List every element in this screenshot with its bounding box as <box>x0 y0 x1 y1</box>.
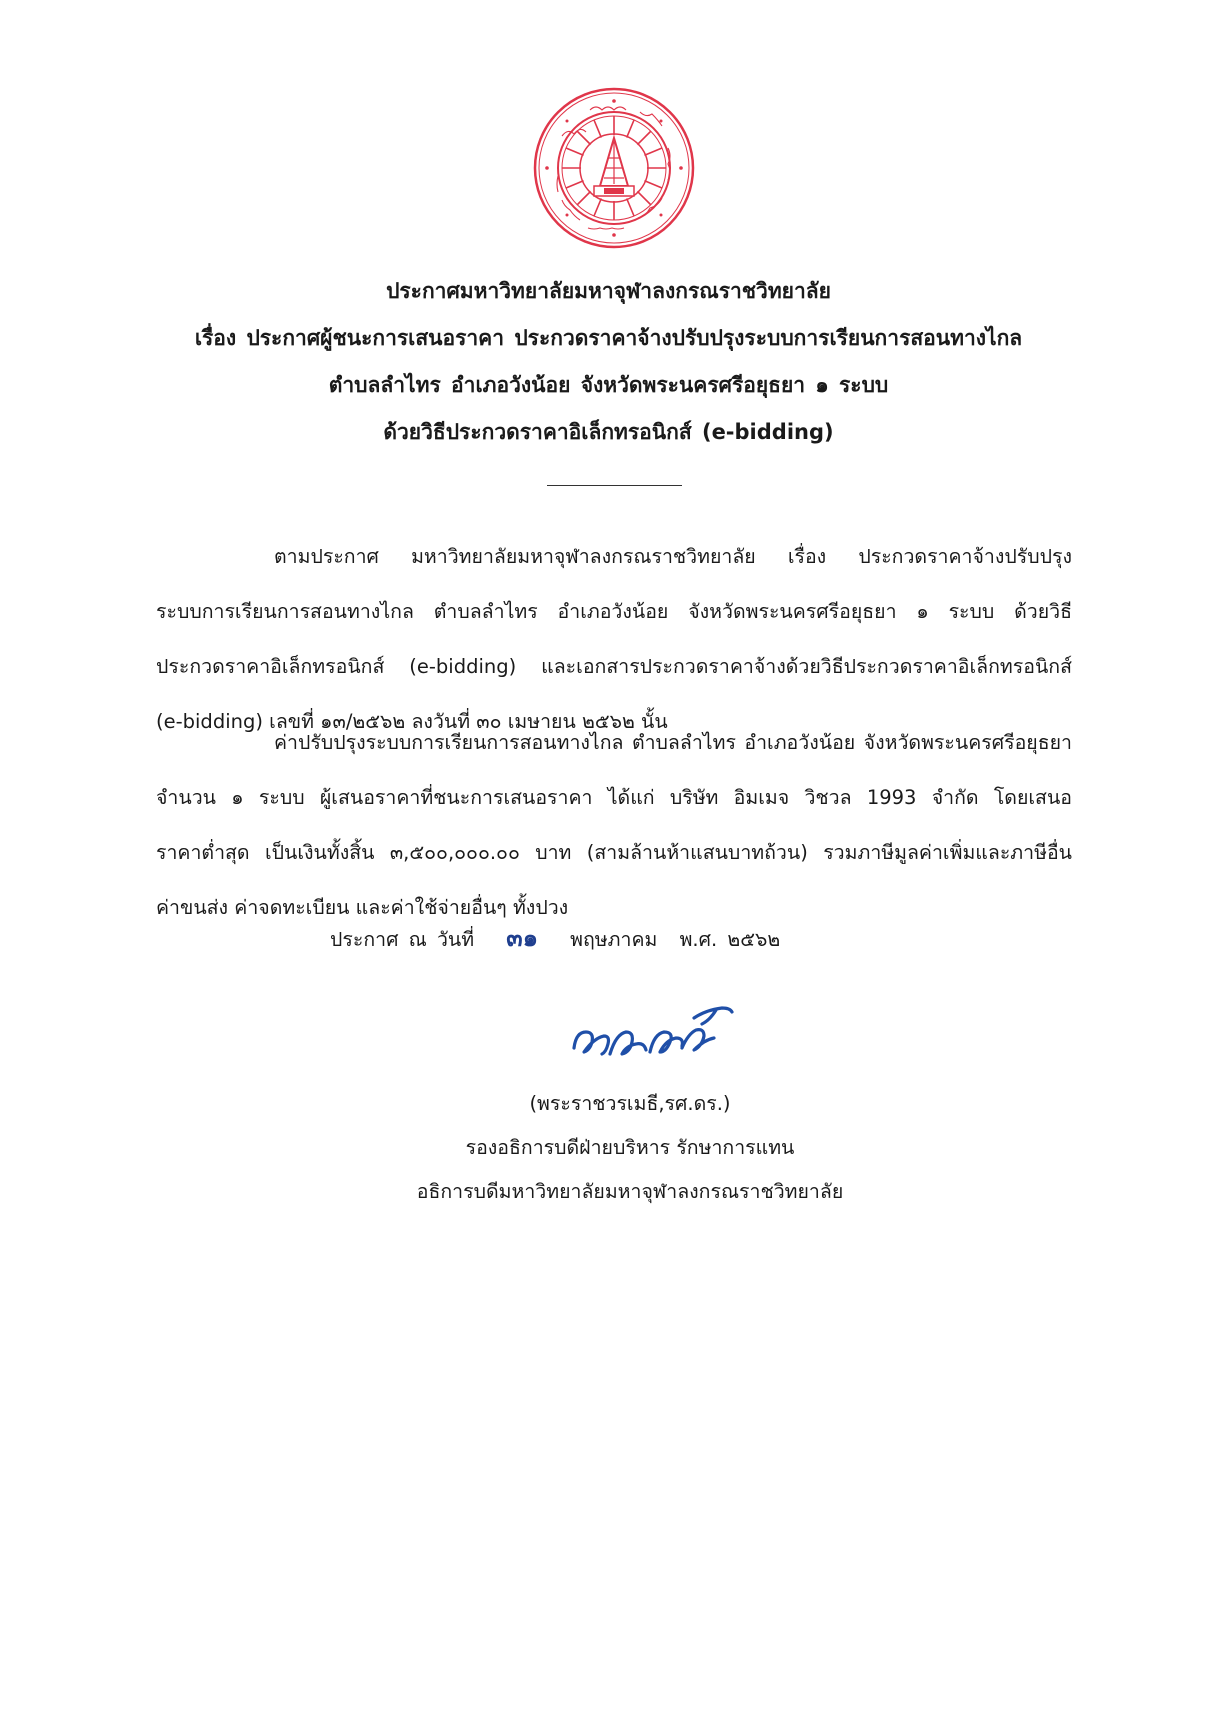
paragraph-line: ตามประกาศ มหาวิทยาลัยมหาจุฬาลงกรณราชวิทยาลัย เรื่อง ประกวดราคาจ้างปรับปรุง <box>274 545 1072 568</box>
university-seal-icon <box>532 86 696 250</box>
signatory-position: อธิการบดีมหาวิทยาลัยมหาจุฬาลงกรณราชวิทยาลัย <box>416 1180 844 1203</box>
paragraph-line: ค่าขนส่ง ค่าจดทะเบียน และค่าใช้จ่ายอื่นๆ ทั้งปวง <box>156 896 569 919</box>
paragraph-winner <box>156 715 1072 935</box>
handwritten-signature-icon <box>566 1004 738 1072</box>
paragraph-line: จำนวน ๑ ระบบ ผู้เสนอราคาที่ชนะการเสนอราคา ได้แก่ บริษัท อิมเมจ วิชวล 1993 จำกัด โดยเสนอ <box>156 786 1072 809</box>
title-line: ด้วยวิธีประกวดราคาอิเล็กทรอนิกส์ (e-bidding) <box>383 420 834 444</box>
signatory-position: รองอธิการบดีฝ่ายบริหาร รักษาการแทน <box>465 1136 795 1159</box>
title-divider <box>547 485 682 486</box>
title-line: เรื่อง ประกาศผู้ชนะการเสนอราคา ประกวดราคาจ้างปรับปรุงระบบการเรียนการสอนทางไกล <box>194 326 1023 350</box>
date-day: ๓๑ <box>506 923 538 952</box>
paragraph-line: ราคาต่ำสุด เป็นเงินทั้งสิ้น ๓,๕๐๐,๐๐๐.๐๐ บาท (สามล้านห้าแสนบาทถ้วน) รวมภาษีมูลค่าเพิ่มและภาษีอื่น <box>156 841 1072 864</box>
title-line: ประกาศมหาวิทยาลัยมหาจุฬาลงกรณราชวิทยาลัย <box>386 279 831 303</box>
date-month: พฤษภาคม <box>570 928 658 951</box>
paragraph-line: (e-bidding) เลขที่ ๑๓/๒๕๖๒ ลงวันที่ ๓๐ เมษายน ๒๕๖๒ นั้น <box>156 710 668 733</box>
paragraph-line: ประกวดราคาอิเล็กทรอนิกส์ (e-bidding) และเอกสารประกวดราคาจ้างด้วยวิธีประกวดราคาอิเล็กทรอนิกส์ <box>156 655 1072 678</box>
announcement-date <box>330 918 780 957</box>
signatory-name: (พระราชวรเมธี,รศ.ดร.) <box>529 1092 731 1115</box>
paragraph-line: ค่าปรับปรุงระบบการเรียนการสอนทางไกล ตำบลลำไทร อำเภอวังน้อย จังหวัดพระนครศรีอยุธยา <box>274 731 1072 754</box>
date-prefix: ประกาศ ณ วันที่ <box>330 928 475 951</box>
date-year: พ.ศ. ๒๕๖๒ <box>679 928 781 951</box>
paragraph-line: ระบบการเรียนการสอนทางไกล ตำบลลำไทร อำเภอวังน้อย จังหวัดพระนครศรีอยุธยา ๑ ระบบ ด้วยวิธี <box>156 600 1072 623</box>
signatory-block <box>400 1082 860 1214</box>
title-line: ตำบลลำไทร อำเภอวังน้อย จังหวัดพระนครศรีอยุธยา ๑ ระบบ <box>328 373 889 397</box>
announcement-title <box>120 268 1097 456</box>
